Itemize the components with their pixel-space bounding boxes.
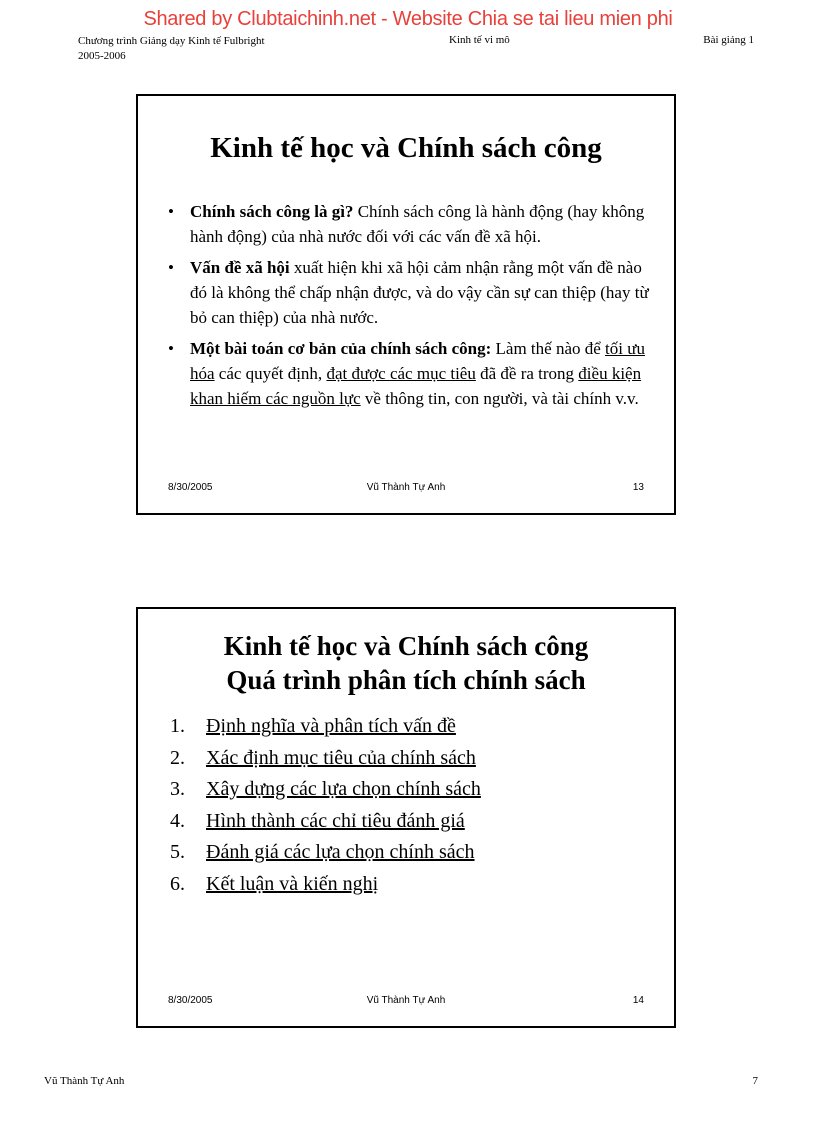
step-number: 1.	[170, 715, 185, 737]
step-number: 4.	[170, 809, 185, 832]
page-number: 7	[752, 1075, 758, 1087]
bullet-text: về thông tin, con người, và tài chính v.v.	[360, 389, 639, 408]
bullet-term: Chính sách công là gì?	[190, 202, 354, 221]
bullet-list	[138, 199, 674, 411]
slide-number: 14	[632, 995, 644, 1006]
header-program-name: Chương trình Giảng dạy Kinh tế Fulbright	[78, 35, 265, 47]
slide-author: Vũ Thành Tự Anh	[366, 482, 446, 493]
step-link[interactable]: Xác định mục tiêu của chính sách	[206, 746, 476, 769]
bullet-text: các quyết định,	[214, 364, 327, 383]
step-number: 3.	[170, 778, 185, 800]
bullet-term: Một bài toán cơ bản của chính sách công:	[190, 339, 492, 358]
bullet-text: đã đề ra trong	[475, 364, 579, 383]
bullet-text: Làm thế nào để	[491, 339, 606, 358]
steps-list	[138, 711, 674, 900]
bullet-term: Vấn đề xã hội	[190, 258, 290, 277]
slide-number: 13	[632, 482, 644, 493]
bullet-item	[168, 255, 654, 330]
step-item	[170, 806, 674, 838]
step-link[interactable]: Đánh giá các lựa chọn chính sách	[206, 841, 475, 863]
slide-13	[136, 94, 676, 515]
bullet-text: xuất hiện khi xã hội cảm nhận rằng một vấn đề nào đó là không thể chấp nhận được, và do vậy cần sự can thiệp (hay từ bỏ can thiệp) của nhà nước.	[190, 258, 649, 327]
slide-subtitle-line: Quá trình phân tích chính sách	[226, 665, 586, 695]
underlined-phrase: đạt được các mục tiêu	[326, 364, 476, 383]
step-item	[170, 711, 674, 743]
slide-title	[138, 629, 674, 697]
header-program	[78, 34, 265, 64]
underlined-phrase: tối ưu hóa	[190, 339, 645, 383]
step-number: 6.	[170, 872, 185, 895]
slide-date: 8/30/2005	[168, 995, 213, 1006]
step-item	[170, 837, 674, 869]
slide-title: Kinh tế học và Chính sách công	[210, 132, 602, 164]
bullet-item	[168, 336, 654, 411]
step-link[interactable]: Kết luận và kiến nghị	[206, 872, 379, 895]
header-course: Kinh tế vi mô	[449, 34, 510, 46]
step-number: 5.	[170, 841, 185, 863]
slide-title-line: Kinh tế học và Chính sách công	[223, 631, 589, 661]
page-footer-author: Vũ Thành Tự Anh	[44, 1075, 125, 1087]
slide-14	[136, 607, 676, 1028]
step-link[interactable]: Xây dựng các lựa chọn chính sách	[206, 778, 481, 800]
watermark-banner: Shared by Clubtaichinh.net - Website Chia se tai lieu mien phi	[143, 8, 673, 30]
header-program-years: 2005-2006	[78, 50, 126, 62]
header-lecture: Bài giảng 1	[703, 34, 754, 46]
underlined-phrase: điều kiện khan hiếm các nguồn lực	[190, 364, 642, 408]
slide-date: 8/30/2005	[168, 482, 213, 493]
step-link[interactable]: Hình thành các chỉ tiêu đánh giá	[206, 809, 465, 832]
step-item	[170, 774, 674, 806]
step-link[interactable]: Định nghĩa và phân tích vấn đề	[206, 715, 456, 737]
step-item	[170, 743, 674, 775]
step-item	[170, 869, 674, 901]
step-number: 2.	[170, 746, 185, 769]
bullet-item	[168, 199, 654, 249]
slide-author: Vũ Thành Tự Anh	[366, 995, 446, 1006]
bullet-text: Chính sách công là hành động (hay không hành động) của nhà nước đối với các vấn đề xã hội.	[190, 202, 645, 246]
